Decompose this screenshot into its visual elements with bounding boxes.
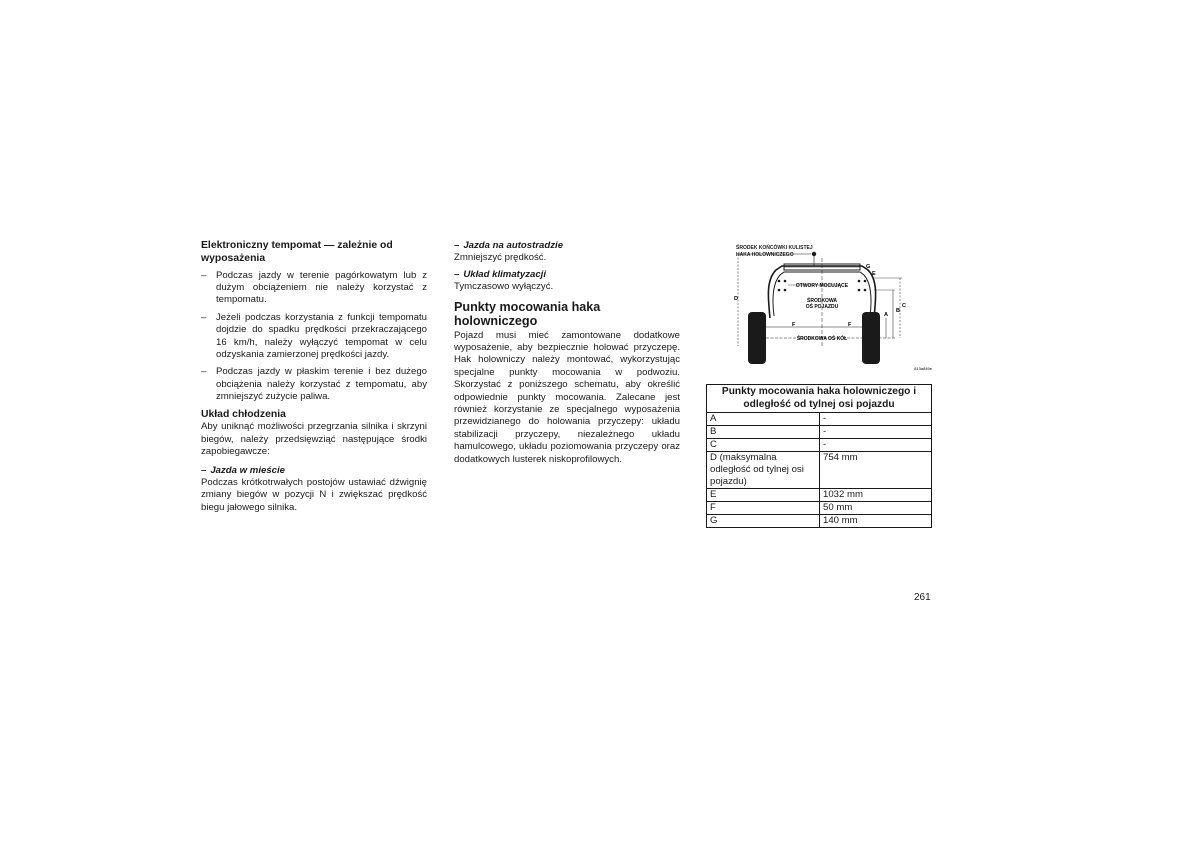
table-row [707,502,932,515]
middle-column [454,240,680,466]
table-row [707,452,932,489]
table-row [707,439,932,452]
dim-g-letter: G [866,264,871,270]
dim-d-letter: D [734,296,738,302]
list-item-text: Jeżeli podczas korzystania z funkcji tempomatu dojdzie do spadku prędkości przekraczającego 16 km/h, należy wyłączyć tempomat w celu odzyskania zamierzonej prędkości jazdy. [216,311,427,361]
table-cell-value: - [820,413,932,426]
dim-c-letter: C [902,303,906,309]
left-column [201,240,427,516]
table-row [707,426,932,439]
mounting-holes-label: OTWORY MOCUJĄCE [795,283,849,289]
table-cell-value: 140 mm [820,515,932,528]
table-cell-key: G [707,515,820,528]
cruise-control-list [201,270,427,404]
list-item [201,312,427,362]
table-cell-key: A [707,413,820,426]
table-cell-key: D (maksymalna odległość od tylnej osi pojazdu) [707,452,820,489]
dash-mark: – [454,240,460,251]
list-item [201,270,427,307]
list-item-text: Podczas jazdy w płaskim terenie i bez dużego obciążenia należy korzystać z tempomatu, aby zmniejszyć zużycie paliwa. [216,366,427,403]
ac-label [454,269,680,281]
dim-a-letter: A [884,312,888,318]
table-cell-value: 1032 mm [820,489,932,502]
ball-center-marker [812,252,816,256]
table-header-row [707,385,932,413]
ac-title: Układ klimatyzacji [463,268,546,280]
city-driving-text: Podczas krótkotrwałych postojów ustawiać dźwignię zmiany biegów w pozycji N i zwiększać prędkość biegu jałowego silnika. [201,477,427,513]
highway-label [454,240,680,252]
ac-text: Tymczasowo wyłączyć. [454,281,554,293]
table-row [707,489,932,502]
table-cell-value: - [820,426,932,439]
diagram-code: 813a849e [914,366,932,371]
wheel-axis-label: ŚRODKOWA OŚ KÓŁ [796,336,848,342]
dim-f-letter: F [792,322,796,328]
list-item [201,366,427,403]
dash-mark: – [454,268,460,280]
table-cell-key: E [707,489,820,502]
page-number: 261 [914,592,931,603]
table-cell-value: - [820,439,932,452]
vehicle-axis-label: ŚRODKOWA [807,298,837,304]
table-row [707,515,932,528]
tow-points-text: Pojazd musi mieć zamontowane dodatkowe wyposażenie, aby bezpiecznie holować przyczepę. Hak holowniczy należy montować, wykorzystując specjalne punkty mocowania w podwoziu. Skorzystać z poniższego schematu, aby określić odpowiednie punkty mocowania. Zalecane jest również korzystanie ze specjalnego wyposażenia przewidzianego do holowania przyczepy: układu stabilizacji przyczepy, niezależnego układu hamulcowego, układu poziomowania przyczepy oraz dodatkowych lusterek niskoprofilowych. [454,329,680,465]
table-cell-key: C [707,439,820,452]
dash-mark: – [201,311,207,323]
vehicle-axis-label-2: OŚ POJAZDU [805,304,839,310]
list-item-text: Podczas jazdy w terenie pagórkowatym lub z dużym obciążeniem nie należy korzystać z tempomatu. [216,269,427,306]
table-cell-value: 754 mm [820,452,932,489]
cooling-text: Aby uniknąć możliwości przegrzania silnika i skrzyni biegów, należy przedsięwziąć następujące środki zapobiegawcze: [201,421,427,458]
tow-points-heading: Punkty mocowania haka holowniczego [454,299,601,328]
city-driving-title: Jazda w mieście [210,464,286,476]
table-cell-key: F [707,502,820,515]
dim-f-letter: F [848,322,852,328]
table-header: Punkty mocowania haka holowniczego i odległość od tylnej osi pojazdu [707,385,932,413]
highway-text: Zmniejszyć prędkość. [454,252,547,264]
table-cell-value: 50 mm [820,502,932,515]
table-cell-key: B [707,426,820,439]
dim-b-letter: B [896,308,900,314]
tow-hitch-diagram [722,240,944,372]
cooling-heading: Układ chłodzenia [201,408,286,420]
city-driving-label [201,465,427,477]
tow-points-table [706,384,932,528]
ball-center-label: ŚRODEK KOŃCÓWKI KULISTEJ [736,245,813,251]
dash-mark: – [201,269,207,281]
dim-e-letter: E [872,271,876,277]
highway-title: Jazda na autostradzie [463,240,564,251]
table-row [707,413,932,426]
dash-mark: – [201,366,207,378]
ball-center-label-2: HAKA HOLOWNICZEGO [736,252,794,258]
dash-mark: – [201,464,207,476]
cruise-control-heading: Elektroniczny tempomat — zależnie od wyposażenia [201,240,393,264]
